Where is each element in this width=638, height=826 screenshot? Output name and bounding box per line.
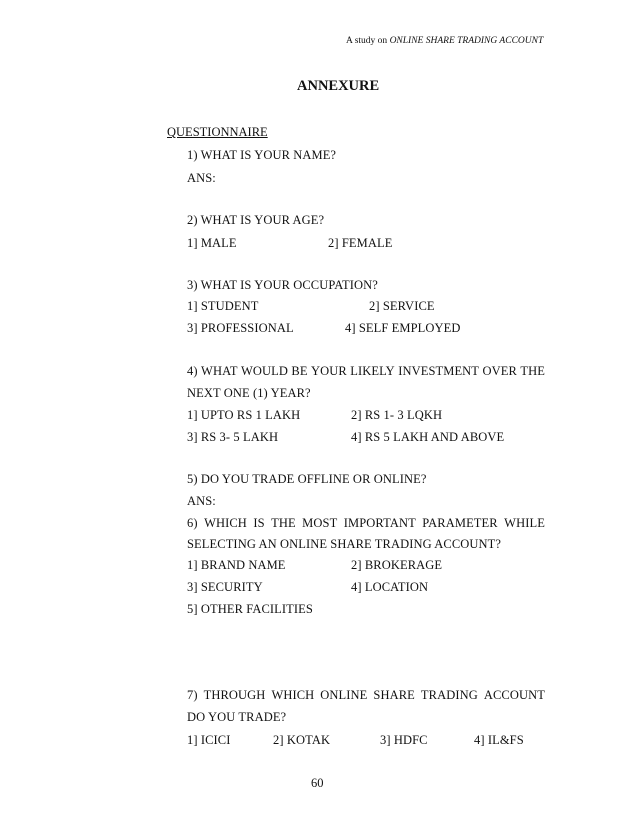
q6-word: IMPORTANT [343,516,416,530]
q4-word: YOUR [311,364,347,378]
q7-option-2: 2] KOTAK [273,733,331,747]
q3-option-3: 3] PROFESSIONAL [187,321,294,335]
q6-option-3: 3] SECURITY [187,580,263,594]
q6-word: 6) [187,516,198,530]
q3-question: 3) WHAT IS YOUR OCCUPATION? [187,278,378,292]
running-header [346,36,543,46]
q4-option-2: 2] RS 1- 3 LQKH [351,408,443,422]
q7-option-3: 3] HDFC [380,733,428,747]
q6-question-line-1 [187,516,545,531]
q4-option-4: 4] RS 5 LAKH AND ABOVE [351,430,505,444]
q4-word: INVESTMENT [398,364,480,378]
q7-word: SHARE [373,688,415,702]
header-italic-title: ONLINE SHARE TRADING ACCOUNT [389,36,544,46]
q4-word: THE [520,364,545,378]
q3-option-1: 1] STUDENT [187,299,259,313]
q6-option-4: 4] LOCATION [351,580,429,594]
q7-option-1: 1] ICICI [187,733,231,747]
q5-answer-label: ANS: [187,494,216,508]
q3-option-2: 2] SERVICE [369,299,435,313]
q2-option-1: 1] MALE [187,236,237,250]
q4-word: LIKELY [350,364,395,378]
q7-word: THROUGH [203,688,266,702]
q6-word: PARAMETER [422,516,498,530]
q4-option-3: 3] RS 3- 5 LAKH [187,430,279,444]
q7-word: ACCOUNT [483,688,545,702]
q4-question-line-2: NEXT ONE (1) YEAR? [187,386,311,400]
q7-word: ONLINE [320,688,368,702]
q3-option-4: 4] SELF EMPLOYED [345,321,461,335]
q4-word: WHAT [201,364,238,378]
q2-option-2: 2] FEMALE [328,236,393,250]
questionnaire-heading: QUESTIONNAIRE [167,125,268,139]
q6-question-line-2: SELECTING AN ONLINE SHARE TRADING ACCOUNT? [187,537,502,551]
q4-word: BE [291,364,308,378]
q4-option-1: 1] UPTO RS 1 LAKH [187,408,301,422]
q6-word: MOST [302,516,338,530]
q1-answer-label: ANS: [187,171,216,185]
q2-question: 2) WHAT IS YOUR AGE? [187,213,325,227]
header-lead: A study on [346,36,390,46]
q6-word: WHILE [504,516,545,530]
q4-word: OVER [482,364,517,378]
q6-option-1: 1] BRAND NAME [187,558,286,572]
q5-question: 5) DO YOU TRADE OFFLINE OR ONLINE? [187,472,427,486]
page-number: 60 [311,776,324,790]
q7-word: TRADING [420,688,478,702]
page-title: ANNEXURE [297,78,380,94]
q6-option-5: 5] OTHER FACILITIES [187,602,313,616]
q7-question-line-2: DO YOU TRADE? [187,710,287,724]
q1-question: 1) WHAT IS YOUR NAME? [187,148,337,162]
q4-word: WOULD [240,364,288,378]
q6-option-2: 2] BROKERAGE [351,558,443,572]
q6-word: IS [253,516,265,530]
q4-word: 4) [187,364,198,378]
q4-question-line-1 [187,364,545,379]
q7-word: 7) [187,688,198,702]
q7-option-4: 4] IL&FS [474,733,524,747]
q6-word: WHICH [204,516,247,530]
q7-question-line-1 [187,688,545,703]
q6-word: THE [271,516,296,530]
q7-word: WHICH [271,688,315,702]
